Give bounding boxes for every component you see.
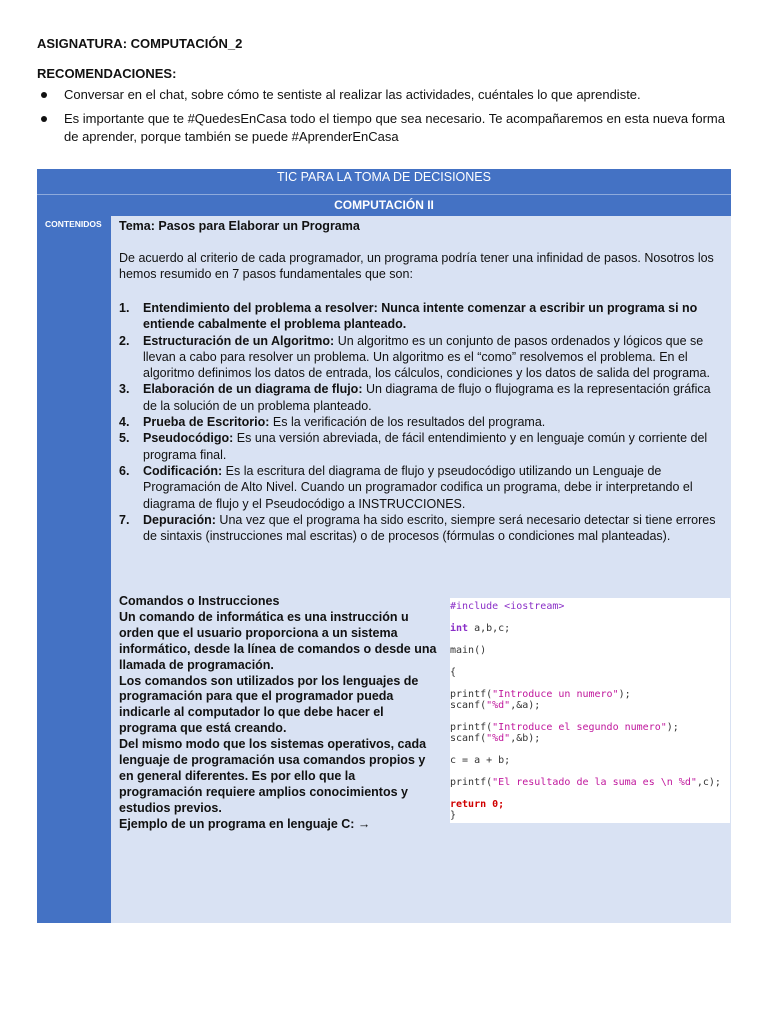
step-text: Un diagrama de flujo o flujograma es la representación gráfica de la solución de un problema planteado.: [143, 382, 711, 413]
code-line: #include <iostream>: [450, 601, 565, 612]
step-term: Codificación:: [143, 463, 223, 478]
recommendation-text: Conversar en el chat, sobre cómo te sentiste al realizar las actividades, cuéntales lo que aprendiste.: [64, 87, 641, 102]
code-line: printf("El resultado de la suma es \n %d",c);: [450, 777, 721, 788]
step-item: [119, 333, 723, 382]
code-line: printf("Introduce un numero");: [450, 689, 631, 700]
step-number: 2.: [119, 333, 130, 348]
step-term: Depuración:: [143, 512, 216, 527]
step-number: 3.: [119, 382, 130, 397]
step-number: 5.: [119, 431, 130, 446]
step-item: [119, 414, 723, 430]
commands-section: [119, 594, 437, 833]
subject-heading: ASIGNATURA: COMPUTACIÓN_2: [37, 36, 243, 51]
code-screenshot: [450, 598, 730, 823]
topic-title: Tema: Pasos para Elaborar un Programa: [119, 219, 360, 233]
recommendation-text: Es importante que te #QuedesEnCasa todo el tiempo que sea necesario. Te acompañaremos en esta nueva forma de aprender, porque también se puede #AprenderEnCasa: [64, 111, 725, 144]
commands-title: Comandos o Instrucciones: [119, 594, 280, 608]
step-item: [119, 463, 723, 512]
step-term: Entendimiento del problema a resolver: Nunca intente comenzar a escribir un programa si no entiende cabalmente el problema planteado.: [143, 301, 698, 332]
bullet-icon: [41, 92, 47, 98]
code-line: printf("Introduce el segundo numero");: [450, 722, 679, 733]
recommendations-list: [37, 86, 737, 152]
code-line: scanf("%d",&a);: [450, 700, 541, 711]
step-item: [119, 430, 723, 463]
steps-list: [119, 300, 723, 544]
code-line: int a,b,c;: [450, 623, 511, 634]
step-term: Estructuración de un Algoritmo:: [143, 333, 335, 348]
code-line: c = a + b;: [450, 755, 511, 766]
code-line: return 0;: [450, 799, 505, 810]
table-title: TIC PARA LA TOMA DE DECISIONES: [277, 170, 491, 184]
content-cell: [111, 216, 731, 923]
commands-paragraph: Del mismo modo que los sistemas operativos, cada lenguaje de programación usa comandos propios y en general diferentes. Es por ello que la programación requiere amplios conocimientos y estudios previos.: [119, 737, 427, 815]
code-line: {: [450, 667, 457, 678]
contents-label: CONTENIDOS: [45, 219, 102, 229]
bullet-icon: [41, 116, 47, 122]
step-term: Prueba de Escritorio:: [143, 415, 270, 430]
code-line: }: [450, 810, 457, 821]
recommendations-title: RECOMENDACIONES:: [37, 66, 177, 81]
recommendation-item: [37, 86, 737, 104]
step-term: Elaboración de un diagrama de flujo:: [143, 382, 363, 397]
code-line: main(): [450, 645, 487, 656]
step-number: 1.: [119, 301, 130, 315]
step-text: Una vez que el programa ha sido escrito, siempre será necesario detectar si tiene errores de sintaxis (instrucciones mal escritas) o de procesos (fórmulas o condiciones mal planteadas).: [143, 512, 716, 544]
step-number: 4.: [119, 415, 130, 430]
step-text: Es la verificación de los resultados del programa.: [269, 415, 546, 430]
step-item: [119, 512, 723, 545]
step-item: [119, 300, 723, 333]
step-number: 7.: [119, 512, 130, 527]
step-term: Pseudocódigo:: [143, 431, 234, 446]
course-table: [37, 169, 731, 923]
recommendation-item: [37, 110, 737, 146]
table-subtitle: COMPUTACIÓN II: [37, 194, 731, 217]
step-item: [119, 381, 723, 414]
step-text: Es la escritura del diagrama de flujo y pseudocódigo utilizando un Lenguaje de Programación de Alto Nivel. Cuando un programador codifica un programa, debe ir interpretando el diagrama de flujo y el Pseudocódigo a INSTRUCCIONES.: [143, 463, 693, 511]
step-text: Un algoritmo es un conjunto de pasos ordenados y lógicos que se llevan a cabo para resolver un problema. Un algoritmo es el “como” resolvemos el problema. En el algoritmo definimos los datos de entrada, los cálculos, condiciones y los datos de salida del programa.: [143, 333, 710, 381]
commands-paragraph: Un comando de informática es una instrucción u orden que el usuario proporciona a un sistema informático, desde la línea de comandos o desde una llamada de programación.: [119, 609, 437, 672]
step-text: Es una versión abreviada, de fácil entendimiento y en lenguaje común y corriente del programa final.: [143, 431, 708, 462]
commands-paragraph: Los comandos son utilizados por los lenguajes de programación para que el programador pueda indicarle al computador lo que debe hacer el programa que está creando.: [119, 673, 419, 736]
code-line: scanf("%d",&b);: [450, 733, 541, 744]
step-number: 6.: [119, 463, 130, 478]
commands-example-line: Ejemplo de un programa en lenguaje C: →: [119, 816, 371, 831]
intro-paragraph: De acuerdo al criterio de cada programador, un programa podría tener una infinidad de pasos. Nosotros los hemos resumido en 7 pasos fundamentales que son:: [119, 251, 714, 281]
